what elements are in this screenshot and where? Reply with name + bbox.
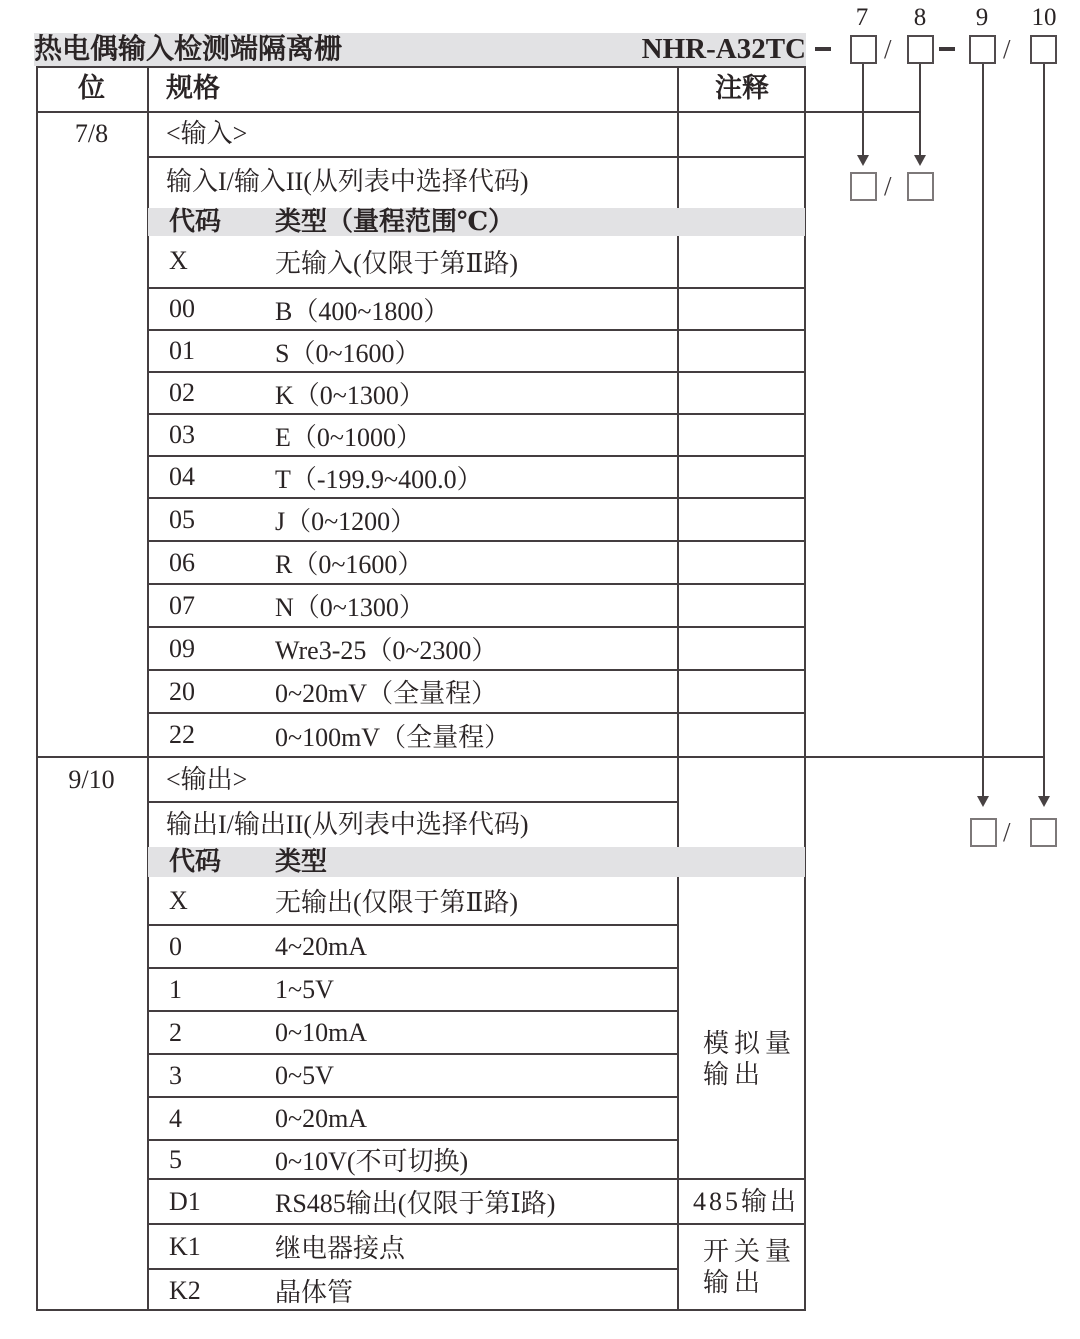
code-cell: 03 (169, 420, 195, 449)
digit-label-9: 9 (975, 4, 989, 31)
code-box-7 (850, 35, 877, 64)
type-cell: 晶体管 (275, 1278, 354, 1307)
code-box-10 (1030, 35, 1057, 64)
input-group-label: <输入> (166, 119, 248, 148)
table-row (148, 585, 678, 626)
code-cell: 09 (169, 633, 195, 663)
column-header-spec: 规格 (166, 73, 220, 103)
table-row (148, 1141, 678, 1178)
type-cell: 0~100mV（全量程） (275, 722, 511, 752)
type-cell: 4~20mA (275, 931, 368, 961)
type-cell: 0~5V (275, 1060, 334, 1090)
type-cell: J（0~1200） (275, 507, 417, 536)
type-cell: S（0~1600） (275, 338, 421, 368)
code-cell: 01 (169, 336, 195, 365)
code-box-8 (907, 35, 934, 64)
model-number: NHR-A32TC (641, 33, 806, 65)
input-select-hint: 输入I/输入II(从列表中选择代码) (166, 167, 529, 196)
input-select-box-2 (907, 172, 934, 201)
type-cell: 0~20mV（全量程） (275, 679, 498, 708)
arrow-down-icon (977, 796, 989, 807)
table-row (148, 1055, 678, 1096)
type-cell: 0~20mA (275, 1103, 368, 1133)
table-row (148, 289, 678, 329)
output-type-col-header: 类型 (275, 847, 328, 876)
table-row (148, 969, 678, 1010)
input-code-col-header: 代码 (169, 207, 222, 236)
code-cell: 05 (169, 504, 195, 534)
arrow-down-icon (1038, 796, 1050, 807)
note-line: 输出 (703, 1268, 766, 1297)
input-select-box-1 (850, 172, 877, 201)
table-row (148, 926, 678, 967)
code-cell: 22 (169, 720, 195, 749)
table-row (148, 671, 678, 712)
table-row (148, 1012, 678, 1053)
type-cell: 0~10V(不可切换) (275, 1147, 469, 1176)
code-cell: X (169, 246, 188, 275)
type-cell: K（0~1300） (275, 380, 425, 410)
output-select-hint: 输出I/输出II(从列表中选择代码) (166, 810, 529, 839)
table-row (148, 1225, 678, 1268)
output-group-label: <输出> (166, 765, 248, 794)
note-analog-output (678, 1028, 806, 1090)
arrow-line-8 (919, 64, 921, 156)
input-type-col-header: 类型（量程范围℃） (275, 207, 515, 236)
slash-separator: / (884, 171, 892, 201)
table-row (148, 373, 678, 413)
table-row (148, 499, 678, 540)
code-cell: 5 (169, 1144, 182, 1174)
table-row (148, 1180, 678, 1223)
note-line: 模拟量 (703, 1029, 797, 1058)
dash-separator (939, 47, 955, 51)
type-cell: T（-199.9~400.0） (275, 464, 483, 494)
page-title: 热电偶输入检测端隔离栅 (34, 34, 343, 65)
type-cell: 无输入(仅限于第Ⅱ路) (275, 248, 518, 278)
output-code-header-band (148, 847, 805, 877)
output-select-box-2 (1030, 818, 1057, 847)
digit-label-7: 7 (855, 4, 869, 31)
code-cell: X (169, 885, 188, 915)
type-cell: B（400~1800） (275, 296, 450, 326)
arrow-line-9 (982, 64, 984, 797)
code-cell: 04 (169, 462, 195, 491)
table-row (148, 331, 678, 371)
code-cell: 4 (169, 1103, 182, 1133)
digit-label-8: 8 (913, 4, 927, 31)
table-row (148, 415, 678, 455)
note-line: 开关量 (703, 1237, 797, 1266)
table-row (148, 1098, 678, 1139)
slash-separator: / (1003, 817, 1011, 847)
type-cell: 1~5V (275, 974, 334, 1004)
column-header-note: 注释 (715, 73, 769, 103)
arrow-down-icon (914, 155, 926, 166)
dash-separator (815, 47, 831, 51)
table-row (148, 1270, 678, 1311)
type-cell: 继电器接点 (275, 1234, 406, 1263)
code-cell: 0 (169, 931, 182, 961)
output-position-label: 9/10 (68, 765, 115, 794)
arrow-line-10 (1043, 64, 1045, 797)
code-cell: D1 (169, 1186, 201, 1216)
code-cell: 2 (169, 1017, 182, 1047)
type-cell: RS485输出(仅限于第Ⅰ路) (275, 1189, 556, 1218)
code-cell: 00 (169, 294, 195, 323)
slash-separator: / (884, 34, 892, 64)
code-cell: K1 (169, 1231, 201, 1261)
type-cell: 0~10mA (275, 1017, 368, 1047)
arrow-line-7 (862, 64, 864, 156)
type-cell: 无输出(仅限于第Ⅱ路) (275, 888, 518, 917)
column-header-position: 位 (78, 73, 105, 103)
output-code-col-header: 代码 (169, 847, 222, 876)
table-row (148, 628, 678, 669)
table-row (148, 542, 678, 583)
type-cell: R（0~1600） (275, 550, 424, 579)
table-row (148, 235, 678, 287)
input-position-label: 7/8 (74, 119, 109, 148)
arrow-down-icon (857, 155, 869, 166)
table-row (148, 457, 678, 497)
code-cell: K2 (169, 1275, 201, 1305)
code-cell: 3 (169, 1060, 182, 1090)
table-row (148, 877, 678, 924)
slash-separator: / (1003, 34, 1011, 64)
note-line: 输出 (703, 1060, 766, 1089)
type-cell: N（0~1300） (275, 593, 425, 622)
code-cell: 02 (169, 378, 195, 407)
note-rs485-output: 485输出 (693, 1187, 800, 1216)
code-cell: 1 (169, 974, 182, 1004)
output-select-box-1 (970, 818, 997, 847)
code-box-9 (969, 35, 996, 64)
digit-label-10: 10 (1031, 4, 1057, 31)
type-cell: Wre3-25（0~2300） (275, 636, 498, 665)
code-cell: 20 (169, 676, 195, 706)
note-switch-output (678, 1236, 806, 1298)
table-row (148, 714, 678, 756)
code-cell: 06 (169, 547, 195, 577)
code-cell: 07 (169, 590, 195, 620)
type-cell: E（0~1000） (275, 422, 422, 452)
